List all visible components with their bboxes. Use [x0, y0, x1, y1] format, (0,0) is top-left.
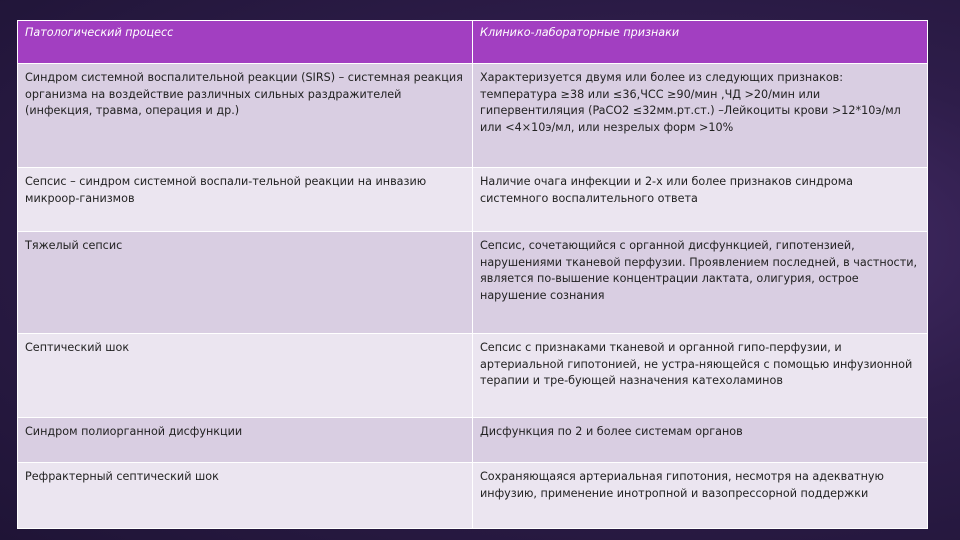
- signs-cell: Дисфункция по 2 и более системам органов: [473, 418, 928, 463]
- header-pathological-process: Патологический процесс: [18, 21, 473, 64]
- process-cell: Синдром полиорганной дисфункции: [18, 418, 473, 463]
- signs-cell: Сепсис, сочетающийся с органной дисфункцией, гипотензией, нарушениями тканевой перфузии. Проявлением последней, в частности, является по-вышение концентрации лактата, олигурия, острое нарушение сознания: [473, 232, 928, 334]
- table-row: [18, 168, 928, 232]
- signs-cell: Сепсис с признаками тканевой и органной гипо-перфузии, и артериальной гипотонией, не устра-няющейся с помощью инфузионной терапии и тре-бующей назначения катехоламинов: [473, 334, 928, 418]
- table-row: [18, 463, 928, 529]
- sepsis-criteria-table: [17, 20, 928, 529]
- process-cell: Рефрактерный септический шок: [18, 463, 473, 529]
- signs-cell: Сохраняющаяся артериальная гипотония, несмотря на адекватную инфузию, применение инотропной и вазопрессорной поддержки: [473, 463, 928, 529]
- process-cell: Септический шок: [18, 334, 473, 418]
- table-row: [18, 334, 928, 418]
- signs-cell: Характеризуется двумя или более из следующих признаков: температура ≥38 или ≤36,ЧСС ≥90/мин ,ЧД >20/мин или гипервентиляция (PaCO2 ≤32мм.рт.ст.) –Лейкоциты крови >12*10э/мл или <4×10э/мл, или незрелых форм >10%: [473, 64, 928, 168]
- table-row: [18, 232, 928, 334]
- process-cell: Сепсис – синдром системной воспали-тельной реакции на инвазию микроор-ганизмов: [18, 168, 473, 232]
- table-row: [18, 64, 928, 168]
- process-cell: Синдром системной воспалительной реакции (SIRS) – системная реакция организма на воздействие различных сильных раздражителей (инфекция, травма, операция и др.): [18, 64, 473, 168]
- table-row: [18, 418, 928, 463]
- table-header-row: [18, 21, 928, 64]
- header-clinical-lab-signs: Клинико-лабораторные признаки: [473, 21, 928, 64]
- signs-cell: Наличие очага инфекции и 2-х или более признаков синдрома системного воспалительного ответа: [473, 168, 928, 232]
- process-cell: Тяжелый сепсис: [18, 232, 473, 334]
